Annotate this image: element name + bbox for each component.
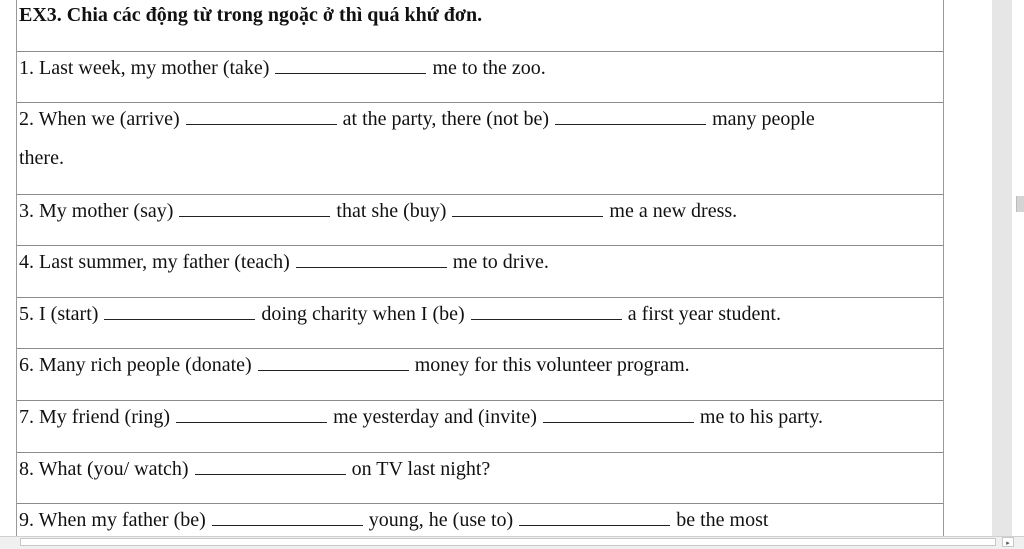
horizontal-scrollbar-thumb[interactable] [20,538,996,546]
exercise-item-8: 8. What (you/ watch) on TV last night? [19,458,491,480]
answer-blank[interactable] [519,509,670,526]
answer-blank[interactable] [471,303,622,320]
right-arrow-icon[interactable]: ▸ [1002,537,1014,547]
exercise-item-7: 7. My friend (ring) me yesterday and (invite) me to his party. [19,406,824,428]
row-divider [17,102,943,103]
row-divider [17,348,943,349]
exercise-item-1: 1. Last week, my mother (take) me to the zoo. [19,57,546,79]
answer-blank[interactable] [452,200,603,217]
row-divider [17,400,943,401]
row-divider [17,452,943,453]
answer-blank[interactable] [296,251,447,268]
row-divider [17,245,943,246]
exercise-item-5: 5. I (start) doing charity when I (be) a first year student. [19,303,781,325]
row-divider [17,194,943,195]
row-divider [17,297,943,298]
answer-blank[interactable] [212,509,363,526]
answer-blank[interactable] [179,200,330,217]
answer-blank[interactable] [195,458,346,475]
answer-blank[interactable] [258,354,409,371]
exercise-item-2: 2. When we (arrive) at the party, there (not be) many people [19,108,815,130]
answer-blank[interactable] [543,406,694,423]
vertical-scrollbar-thumb[interactable] [1016,196,1024,212]
row-divider [17,51,943,52]
exercise-title: EX3. Chia các động từ trong ngoặc ở thì quá khứ đơn. [19,4,483,26]
answer-blank[interactable] [104,303,255,320]
vertical-scrollbar-track[interactable] [992,0,1012,536]
exercise-item-9: 9. When my father (be) young, he (use to) be the most [19,509,769,531]
answer-blank[interactable] [275,57,426,74]
exercise-item-6: 6. Many rich people (donate) money for this volunteer program. [19,354,690,376]
document-page [16,0,944,548]
answer-blank[interactable] [555,108,706,125]
answer-blank[interactable] [186,108,337,125]
row-divider [17,503,943,504]
exercise-item-2-continued: there. [19,147,64,169]
answer-blank[interactable] [176,406,327,423]
exercise-item-4: 4. Last summer, my father (teach) me to drive. [19,251,549,273]
exercise-item-3: 3. My mother (say) that she (buy) me a new dress. [19,200,738,222]
